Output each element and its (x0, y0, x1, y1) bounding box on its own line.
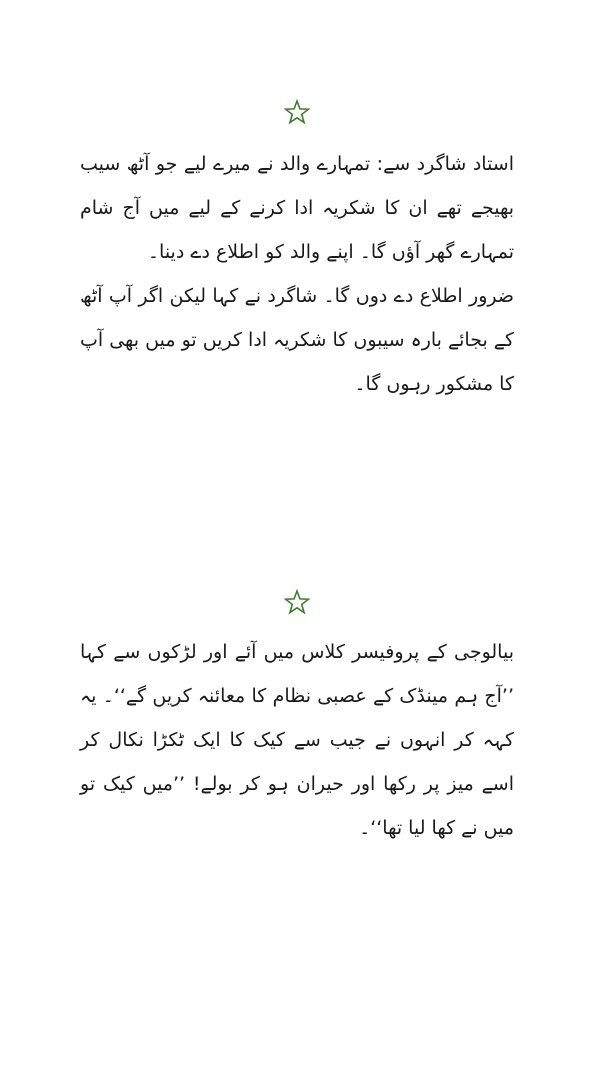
star-outline-icon (284, 99, 310, 125)
joke-block (80, 142, 514, 406)
joke-paragraph: بیالوجی کے پروفیسر کلاس میں آئے اور لڑکوں سے کہا ’’آج ہم مینڈک کے عصبی نظام کا معائنہ کریں گے‘‘۔ یہ کہہ کر انہوں نے جیب سے کیک کا ایک ٹکڑا نکال کر اسے میز پر رکھا اور حیران ہو کر بولے! ’’میں کیک تو میں نے کھا لیا تھا‘‘۔ (80, 641, 514, 839)
star-outline-icon (284, 589, 310, 615)
joke-block (80, 630, 514, 850)
joke-paragraph: ضرور اطلاع دے دوں گا۔ شاگرد نے کہا لیکن اگر آپ آٹھ کے بجائے بارہ سیبوں کا شکریہ ادا کریں تو میں بھی آپ کا مشکور رہوں گا۔ (80, 285, 514, 395)
joke-paragraph: استاد شاگرد سے: تمہارے والد نے میرے لیے جو آٹھ سیب بھیجے تھے ان کا شکریہ ادا کرنے کے لیے میں آج شام تمہارے گھر آؤں گا۔ اپنے والد کو اطلاع دے دینا۔ (80, 153, 514, 263)
